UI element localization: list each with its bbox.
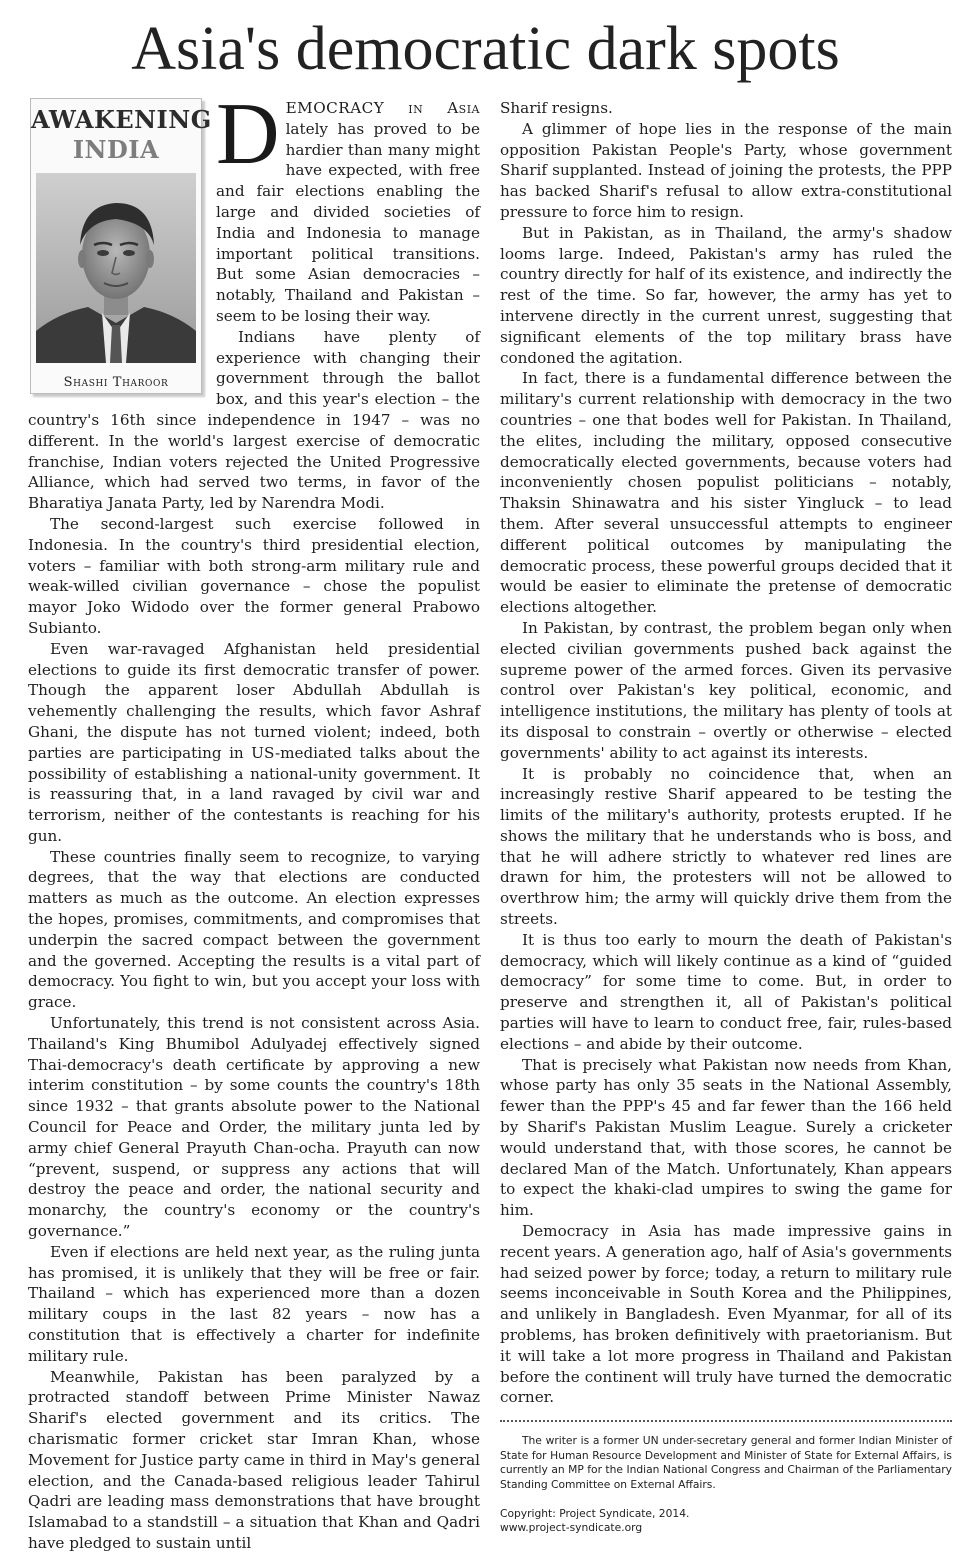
body-paragraph: In fact, there is a fundamental difference between the military's current relationship with democracy in the two countries – one that bodes well for Pakistan. In Thailand, the elites, including the military, opposed consecutive democratically elected governments, because voters had inconveniently chosen populist politicians – notably, Thaksin Shinawatra and his sister Yingluck – to lead them. After several unsuccessful attempts to engineer different political outcomes by manipulating the democratic process, these powerful groups decided that it would be easier to eliminate the pretense of democratic elections altogether. bbox=[500, 369, 952, 617]
body-paragraph: But in Pakistan, as in Thailand, the army's shadow looms large. Indeed, Pakistan's army has ruled the country directly for half of its existence, and indirectly the rest of the time. So far, however, the army has yet to intervene directly in the current unrest, suggesting that significant elements of the top military brass have condoned the agitation. bbox=[500, 223, 952, 367]
author-bio: The writer is a former UN under-secretary general and former Indian Minister of State for Human Resource Development and Minister of State for External Affairs, is currently an MP for the Indian National Congress and Chairman of the Parliamentary Standing Committee on External Affairs. bbox=[500, 1434, 952, 1491]
column-title-line2: INDIA bbox=[72, 135, 160, 164]
author-portrait-icon bbox=[36, 173, 196, 363]
body-paragraph: That is precisely what Pakistan now needs from Khan, whose party has only 35 seats in the National Assembly, fewer than the PPP's 45 and far fewer than the 166 held by Sharif's Pakistan Muslim League. Surely a cricketer would understand that, with those scores, he cannot be declared Man of the Match. Unfortunately, Khan appears to expect the khaki-clad umpires to swing the game for him. bbox=[500, 1055, 952, 1220]
body-paragraph: Democracy in Asia has made impressive gains in recent years. A generation ago, half of Asia's governments had seized power by force; today, a return to military rule seems inconceivable in South Korea and the Philippines, and unlikely in Bangladesh. Even Myanmar, for all of its problems, has broken definitively with praetorianism. But it will take a lot more progress in Thailand and Pakistan before the continent will truly have turned the democratic corner. bbox=[500, 1222, 952, 1407]
body-paragraph: Even if elections are held next year, as the ruling junta has promised, it is unlikely that they will be free or fair. Thailand – which has experienced more than a dozen military coups in the last 82 years – now has a constitution that is effectively a charter for indefinite military rule. bbox=[28, 1242, 480, 1365]
body-paragraph: Indians have plenty of experience with changing their government through the ballot box, and this year's election – the country's 16th since independence in 1947 – was no different. In the world's largest exercise of democratic franchise, Indian voters rejected the United Progressive Alliance, which had served two terms, in favor of the Bharatiya Janata Party, led by Narendra Modi. bbox=[28, 327, 480, 513]
body-paragraph: These countries finally seem to recognize, to varying degrees, that the way that elections are conducted matters as much as the outcome. An election expresses the hopes, promises, commitments, and compromises that underpin the sacred compact between the government and the governed. Accepting the results is a vital part of democracy. You fight to win, but you accept your loss with grace. bbox=[28, 847, 480, 1012]
body-paragraph: A glimmer of hope lies in the response of the main opposition Pakistan People's Party, whose government Sharif supplanted. Instead of joining the protests, the PPP has backed Sharif's refusal to allow extra-constitutional pressure to force him to resign. bbox=[500, 119, 952, 221]
copyright-block bbox=[500, 1507, 952, 1536]
lead-caps: EMOCRACY in Asia bbox=[285, 99, 480, 117]
dotted-separator bbox=[500, 1420, 952, 1422]
left-column bbox=[28, 86, 480, 1554]
body-paragraph: It is thus too early to mourn the death of Pakistan's democracy, which will likely continue as a kind of “guided democracy” for some time to come. But, in order to preserve and strengthen it, all of Pakistan's political parties will have to learn to conduct free, fair, rules-based elections – and abide by their outcome. bbox=[500, 930, 952, 1053]
body-paragraph: It is probably no coincidence that, when an increasingly restive Sharif appeared to be testing the limits of the military's authority, protests erupted. If he shows the military that he understands who is boss, and that he will adhere strictly to whatever red lines are drawn for him, the protesters will not be allowed to overthrow him; the army will quickly drive them from the streets. bbox=[500, 764, 952, 929]
body-paragraph: Meanwhile, Pakistan has been paralyzed by a protracted standoff between Prime Minister Nawaz Sharif's elected government and its critics. The charismatic former cricket star Imran Khan, whose Movement for Justice party came in third in May's general election, and the Canada-based religious leader Tahirul Qadri are leading mass demonstrations that have brought Islamabad to a standstill – a situation that Khan and Qadri have pledged to sustain until bbox=[28, 1367, 480, 1552]
column-title-line1: AWAKENING bbox=[31, 105, 212, 134]
body-paragraph: In Pakistan, by contrast, the problem began only when elected civilian governments pushed back against the supreme power of the armed forces. Given its pervasive control over Pakistan's key political, economic, and intelligence institutions, the military has plenty of tools at its disposal to constrain – overtly or otherwise – elected governments' ability to act against its interests. bbox=[500, 618, 952, 762]
copyright-text: Copyright: Project Syndicate, 2014. bbox=[500, 1506, 690, 1520]
column-header-box bbox=[30, 98, 212, 394]
body-paragraph: The second-largest such exercise followed in Indonesia. In the country's third presidential election, voters – familiar with both strong-arm military rule and weak-willed civilian governance – chose the populist mayor Joko Widodo over the former general Prabowo Subianto. bbox=[28, 514, 480, 637]
source-url: www.project-syndicate.org bbox=[500, 1521, 643, 1535]
article-headline: Asia's democratic dark spots bbox=[131, 15, 840, 83]
right-column bbox=[500, 98, 952, 1536]
continuation-line: Sharif resigns. bbox=[500, 99, 613, 117]
body-paragraph: Unfortunately, this trend is not consistent across Asia. Thailand's King Bhumibol Adulyadej effectively signed Thai-democracy's death certificate by approving a new interim constitution – by some counts the country's 18th since 1932 – that grants absolute power to the National Council for Peace and Order, the military junta led by army chief General Prayuth Chan-ocha. Prayuth can now “prevent, suspend, or suppress any actions that will destroy the peace and order, the national security and monarchy, the country's economy or the country's governance.” bbox=[28, 1014, 480, 1241]
body-paragraph: Even war-ravaged Afghanistan held presidential elections to guide its first democratic transfer of power. Though the apparent loser Abdullah Abdullah is vehemently challenging the results, which favor Ashraf Ghani, the dispute has not turned violent; indeed, both parties are participating in US-mediated talks about the possibility of establishing a national-unity government. It is reassuring that, in a land ravaged by civil war and terrorism, neither of the contestants is reaching for his gun. bbox=[28, 639, 480, 845]
author-byline: Shashi Tharoor bbox=[63, 375, 169, 390]
lead-text: lately has proved to be hardier than many might have expected, with free and fair elections enabling the large and divided societies of India and Indonesia to manage important political transitions. But some Asian democracies – notably, Thailand and Pakistan – seem to be losing their way. bbox=[216, 119, 480, 325]
drop-cap: D bbox=[216, 86, 280, 183]
